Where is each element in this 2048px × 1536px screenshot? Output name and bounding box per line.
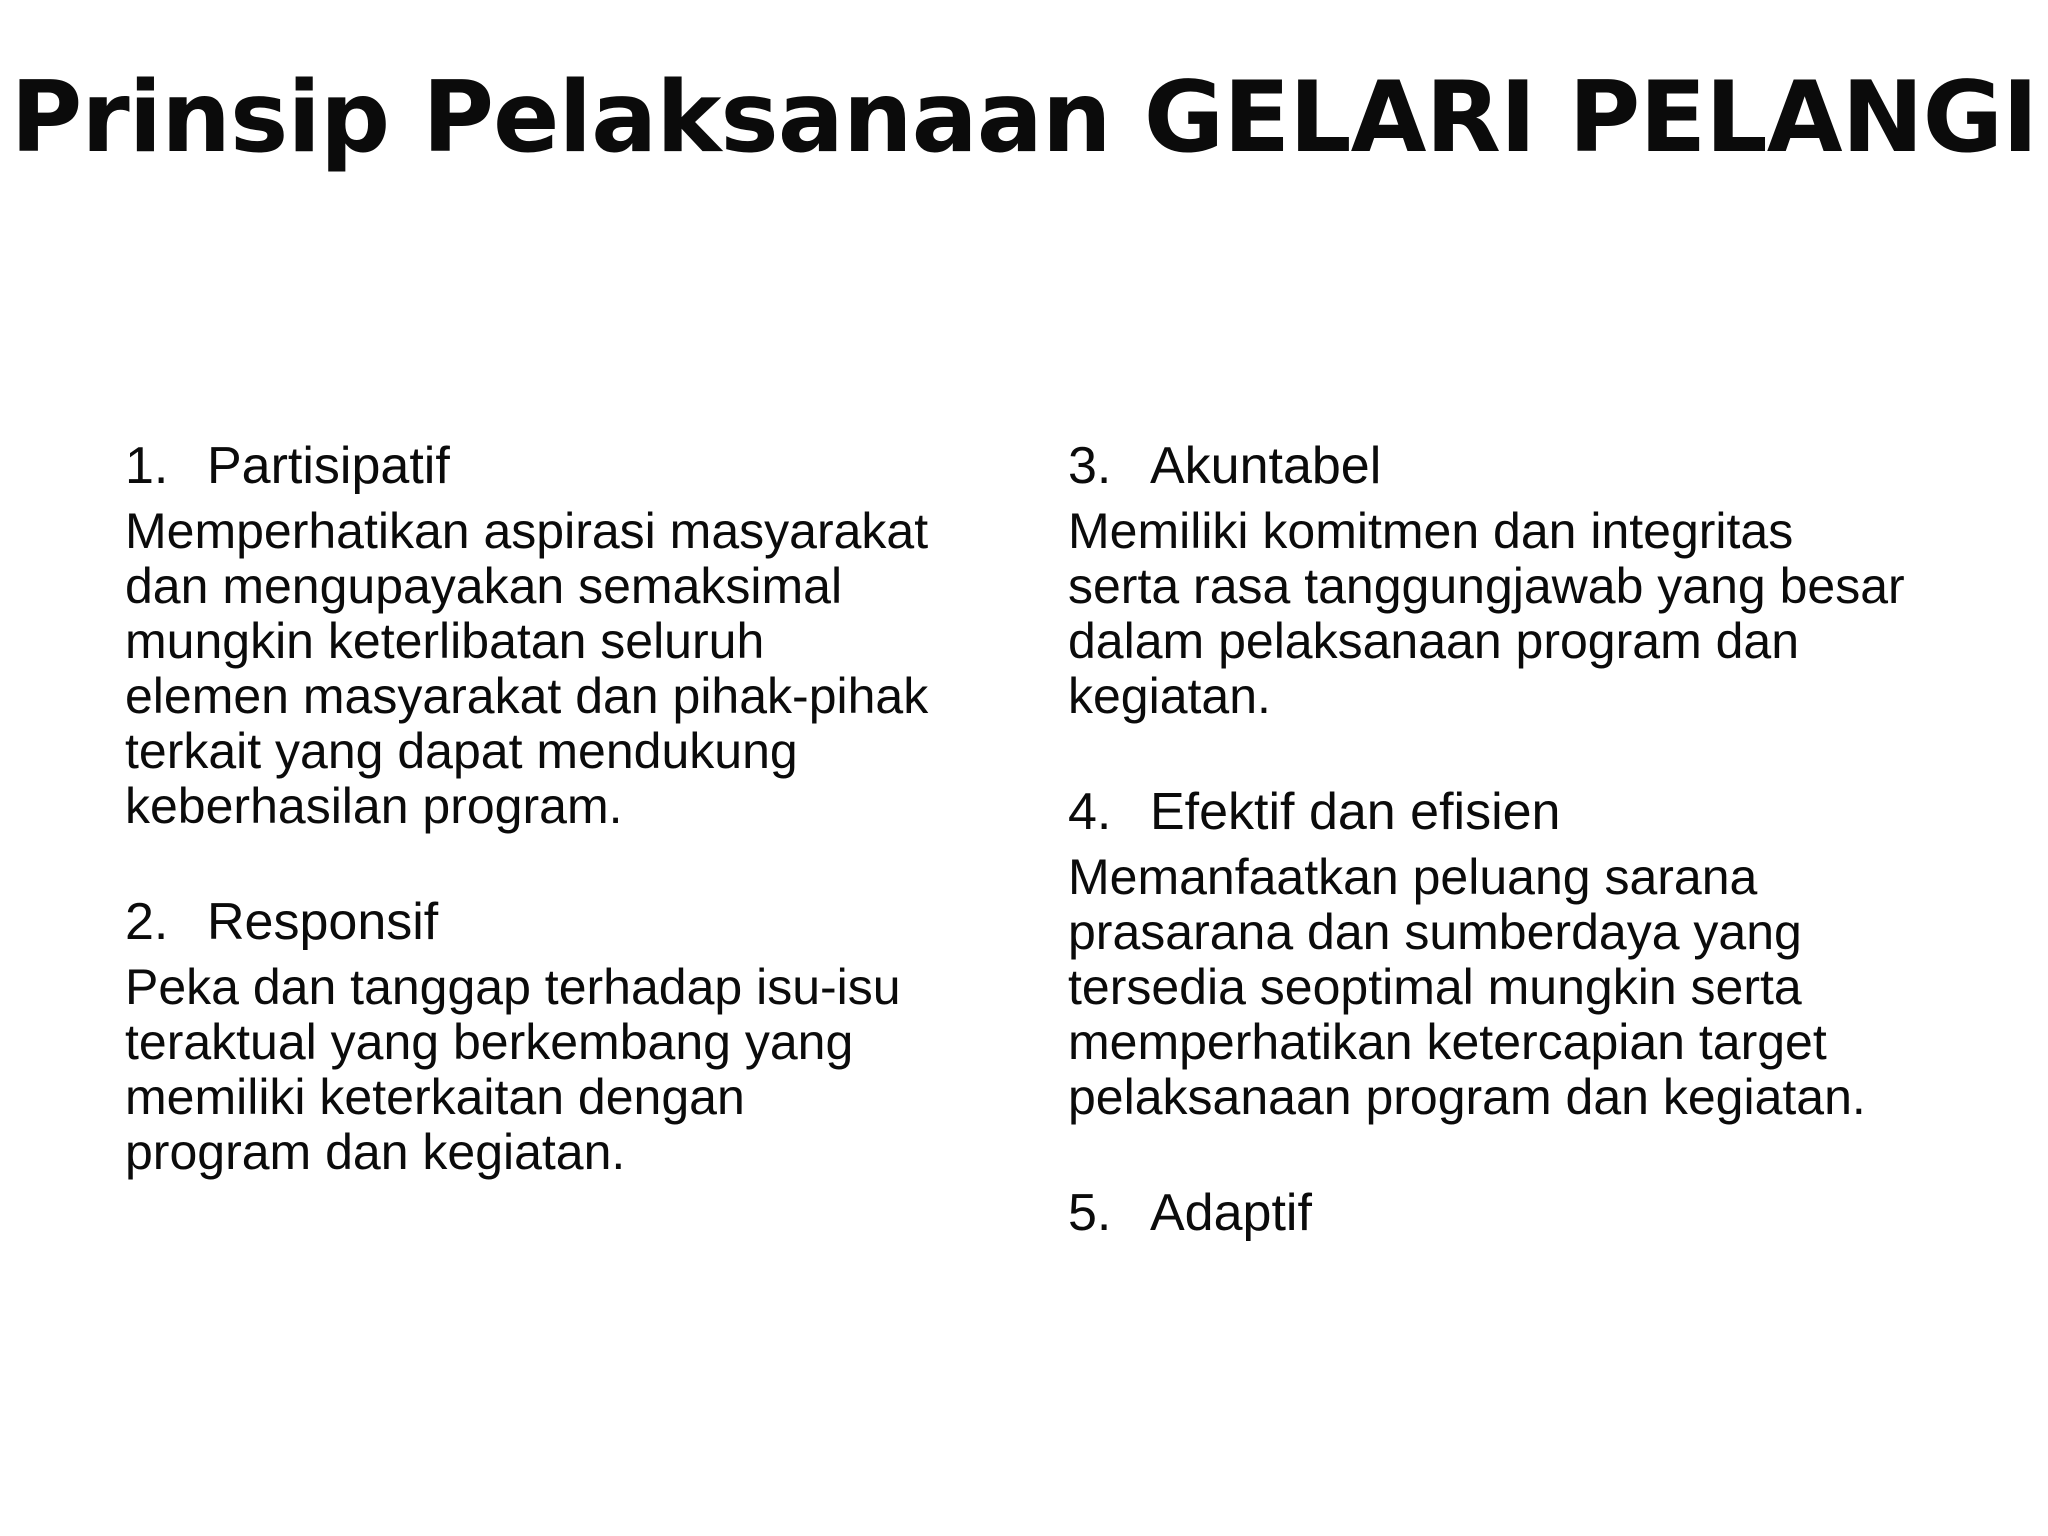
description-line: serta rasa tanggungjawab yang besar	[1068, 558, 1905, 614]
description-line: elemen masyarakat dan pihak-pihak	[125, 668, 929, 724]
principle-heading	[1068, 428, 1988, 504]
principle-heading	[125, 884, 1045, 960]
principle-description	[1068, 504, 1988, 724]
description-line: memperhatikan ketercapian target	[1068, 1014, 1827, 1070]
principle-number: 1.	[125, 437, 169, 495]
description-line: program dan kegiatan.	[125, 1124, 626, 1180]
description-line: mungkin keterlibatan seluruh	[125, 613, 765, 669]
principle-title: Partisipatif	[207, 437, 450, 495]
description-line: tersedia seoptimal mungkin serta	[1068, 959, 1802, 1015]
description-line: Peka dan tanggap terhadap isu-isu	[125, 959, 901, 1015]
description-line: Memanfaatkan peluang sarana	[1068, 849, 1758, 905]
description-line: Memiliki komitmen dan integritas	[1068, 503, 1794, 559]
principle-title: Responsif	[207, 893, 439, 951]
left-column	[125, 428, 1045, 1180]
principle-item-adaptif	[1068, 1175, 1988, 1251]
description-line: Memperhatikan aspirasi masyarakat	[125, 503, 929, 559]
description-line: dalam pelaksanaan program dan	[1068, 613, 1800, 669]
principle-number: 5.	[1068, 1184, 1112, 1242]
description-line: memiliki keterkaitan dengan	[125, 1069, 745, 1125]
description-line: keberhasilan program.	[125, 778, 623, 834]
principle-heading	[1068, 774, 1988, 850]
description-line: terkait yang dapat mendukung	[125, 723, 798, 779]
description-line: teraktual yang berkembang yang	[125, 1014, 854, 1070]
principle-heading	[125, 428, 1045, 504]
principle-description	[125, 960, 1045, 1180]
slide-title: Prinsip Pelaksanaan GELARI PELANGI	[10, 61, 2038, 175]
principle-description	[125, 504, 1045, 834]
principle-item-partisipatif	[125, 428, 1045, 834]
principle-title: Adaptif	[1150, 1184, 1312, 1242]
principle-title: Akuntabel	[1150, 437, 1382, 495]
principle-item-responsif	[125, 884, 1045, 1180]
principle-title: Efektif dan efisien	[1150, 783, 1561, 841]
principle-item-akuntabel	[1068, 428, 1988, 724]
principle-item-efektif-efisien	[1068, 774, 1988, 1125]
principle-heading	[1068, 1175, 1988, 1251]
principle-description	[1068, 850, 1988, 1125]
description-line: prasarana dan sumberdaya yang	[1068, 904, 1802, 960]
description-line: pelaksanaan program dan kegiatan.	[1068, 1069, 1866, 1125]
description-line: dan mengupayakan semaksimal	[125, 558, 843, 614]
principle-number: 3.	[1068, 437, 1112, 495]
principle-number: 2.	[125, 893, 169, 951]
principle-number: 4.	[1068, 783, 1112, 841]
right-column	[1068, 428, 1988, 1251]
description-line: kegiatan.	[1068, 668, 1271, 724]
